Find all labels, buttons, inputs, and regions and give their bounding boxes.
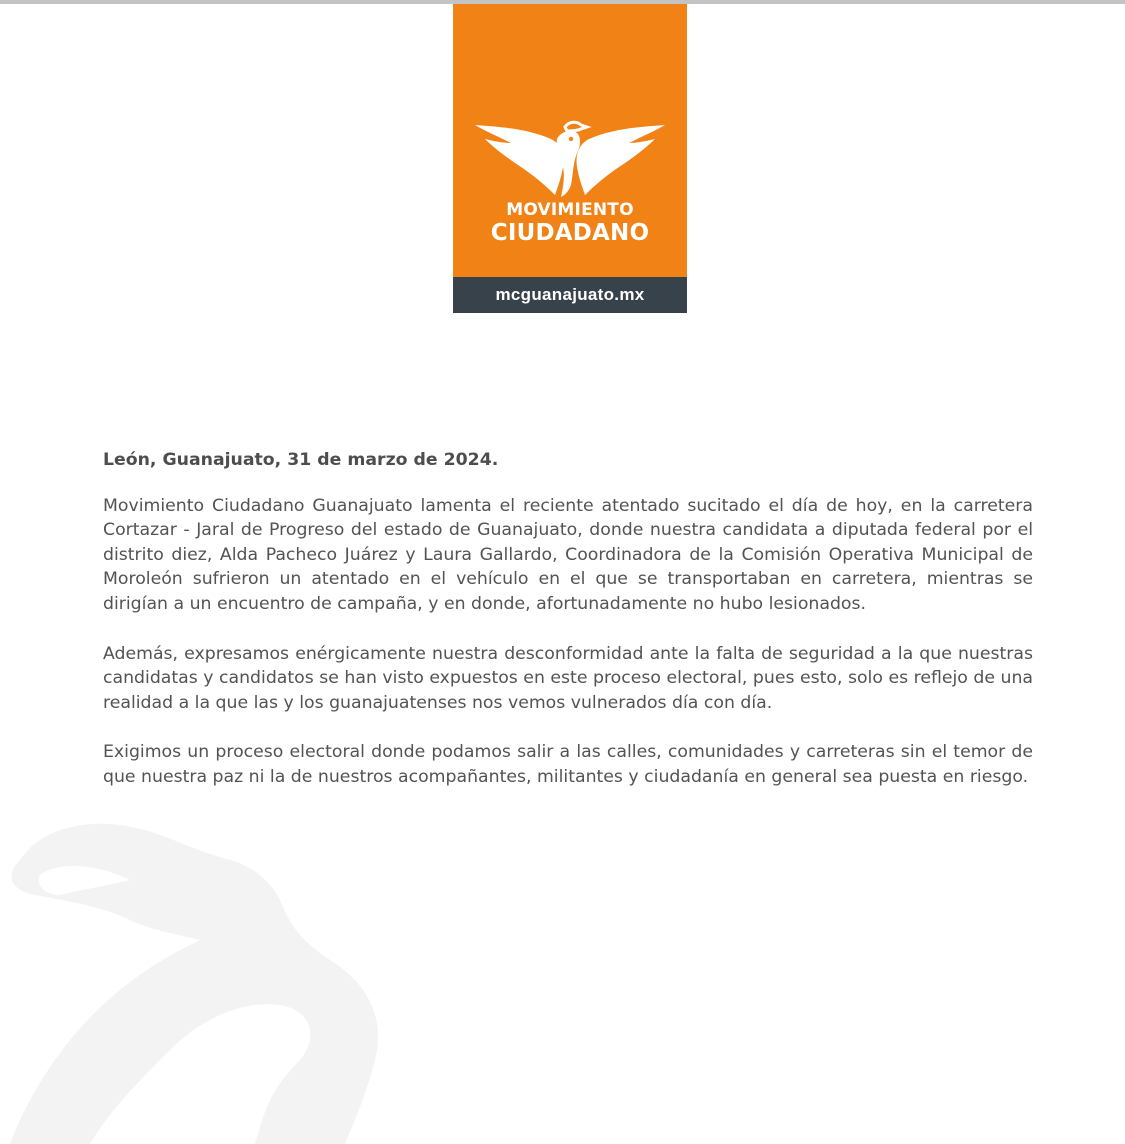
eagle-emblem-icon xyxy=(473,119,667,199)
organization-logo xyxy=(453,4,687,313)
paragraph-1: Movimiento Ciudadano Guanajuato lamenta el reciente atentado sucitado el día de hoy, en la carretera Cortazar - Jaral de Progreso del estado de Guanajuato, donde nuestra candidata a diputada federal por el distrito diez, Alda Pacheco Juárez y Laura Gallardo, Coordinadora de la Comisión Operativa Municipal de Moroleón sufrieron un atentado en el vehículo en el que se transportaban en carretera, mientras se dirigían a un encuentro de campaña, y en donde, afortunadamente no hubo lesionados. xyxy=(103,495,1033,614)
dateline: León, Guanajuato, 31 de marzo de 2024. xyxy=(103,450,499,470)
letter-body xyxy=(103,448,1033,815)
logo-website: mcguanajuato.mx xyxy=(453,277,687,313)
eagle-watermark-icon xyxy=(0,790,460,1144)
paragraph-2: Además, expresamos enérgicamente nuestra desconformidad ante la falta de seguridad a la que nuestras candidatas y candidatos se han visto expuestos en este proceso electoral, pues esto, solo es reflejo de una realidad a la que las y los guanajuatenses nos vemos vulnerados día con día. xyxy=(103,643,1033,713)
paragraph-3: Exigimos un proceso electoral donde podamos salir a las calles, comunidades y carreteras sin el temor de que nuestra paz ni la de nuestros acompañantes, militantes y ciudadanía en general sea puesta en riesgo. xyxy=(103,742,1033,787)
logo-title-line1: MOVIMIENTO xyxy=(506,200,634,220)
logo-title-line2: CIUDADANO xyxy=(490,220,650,246)
